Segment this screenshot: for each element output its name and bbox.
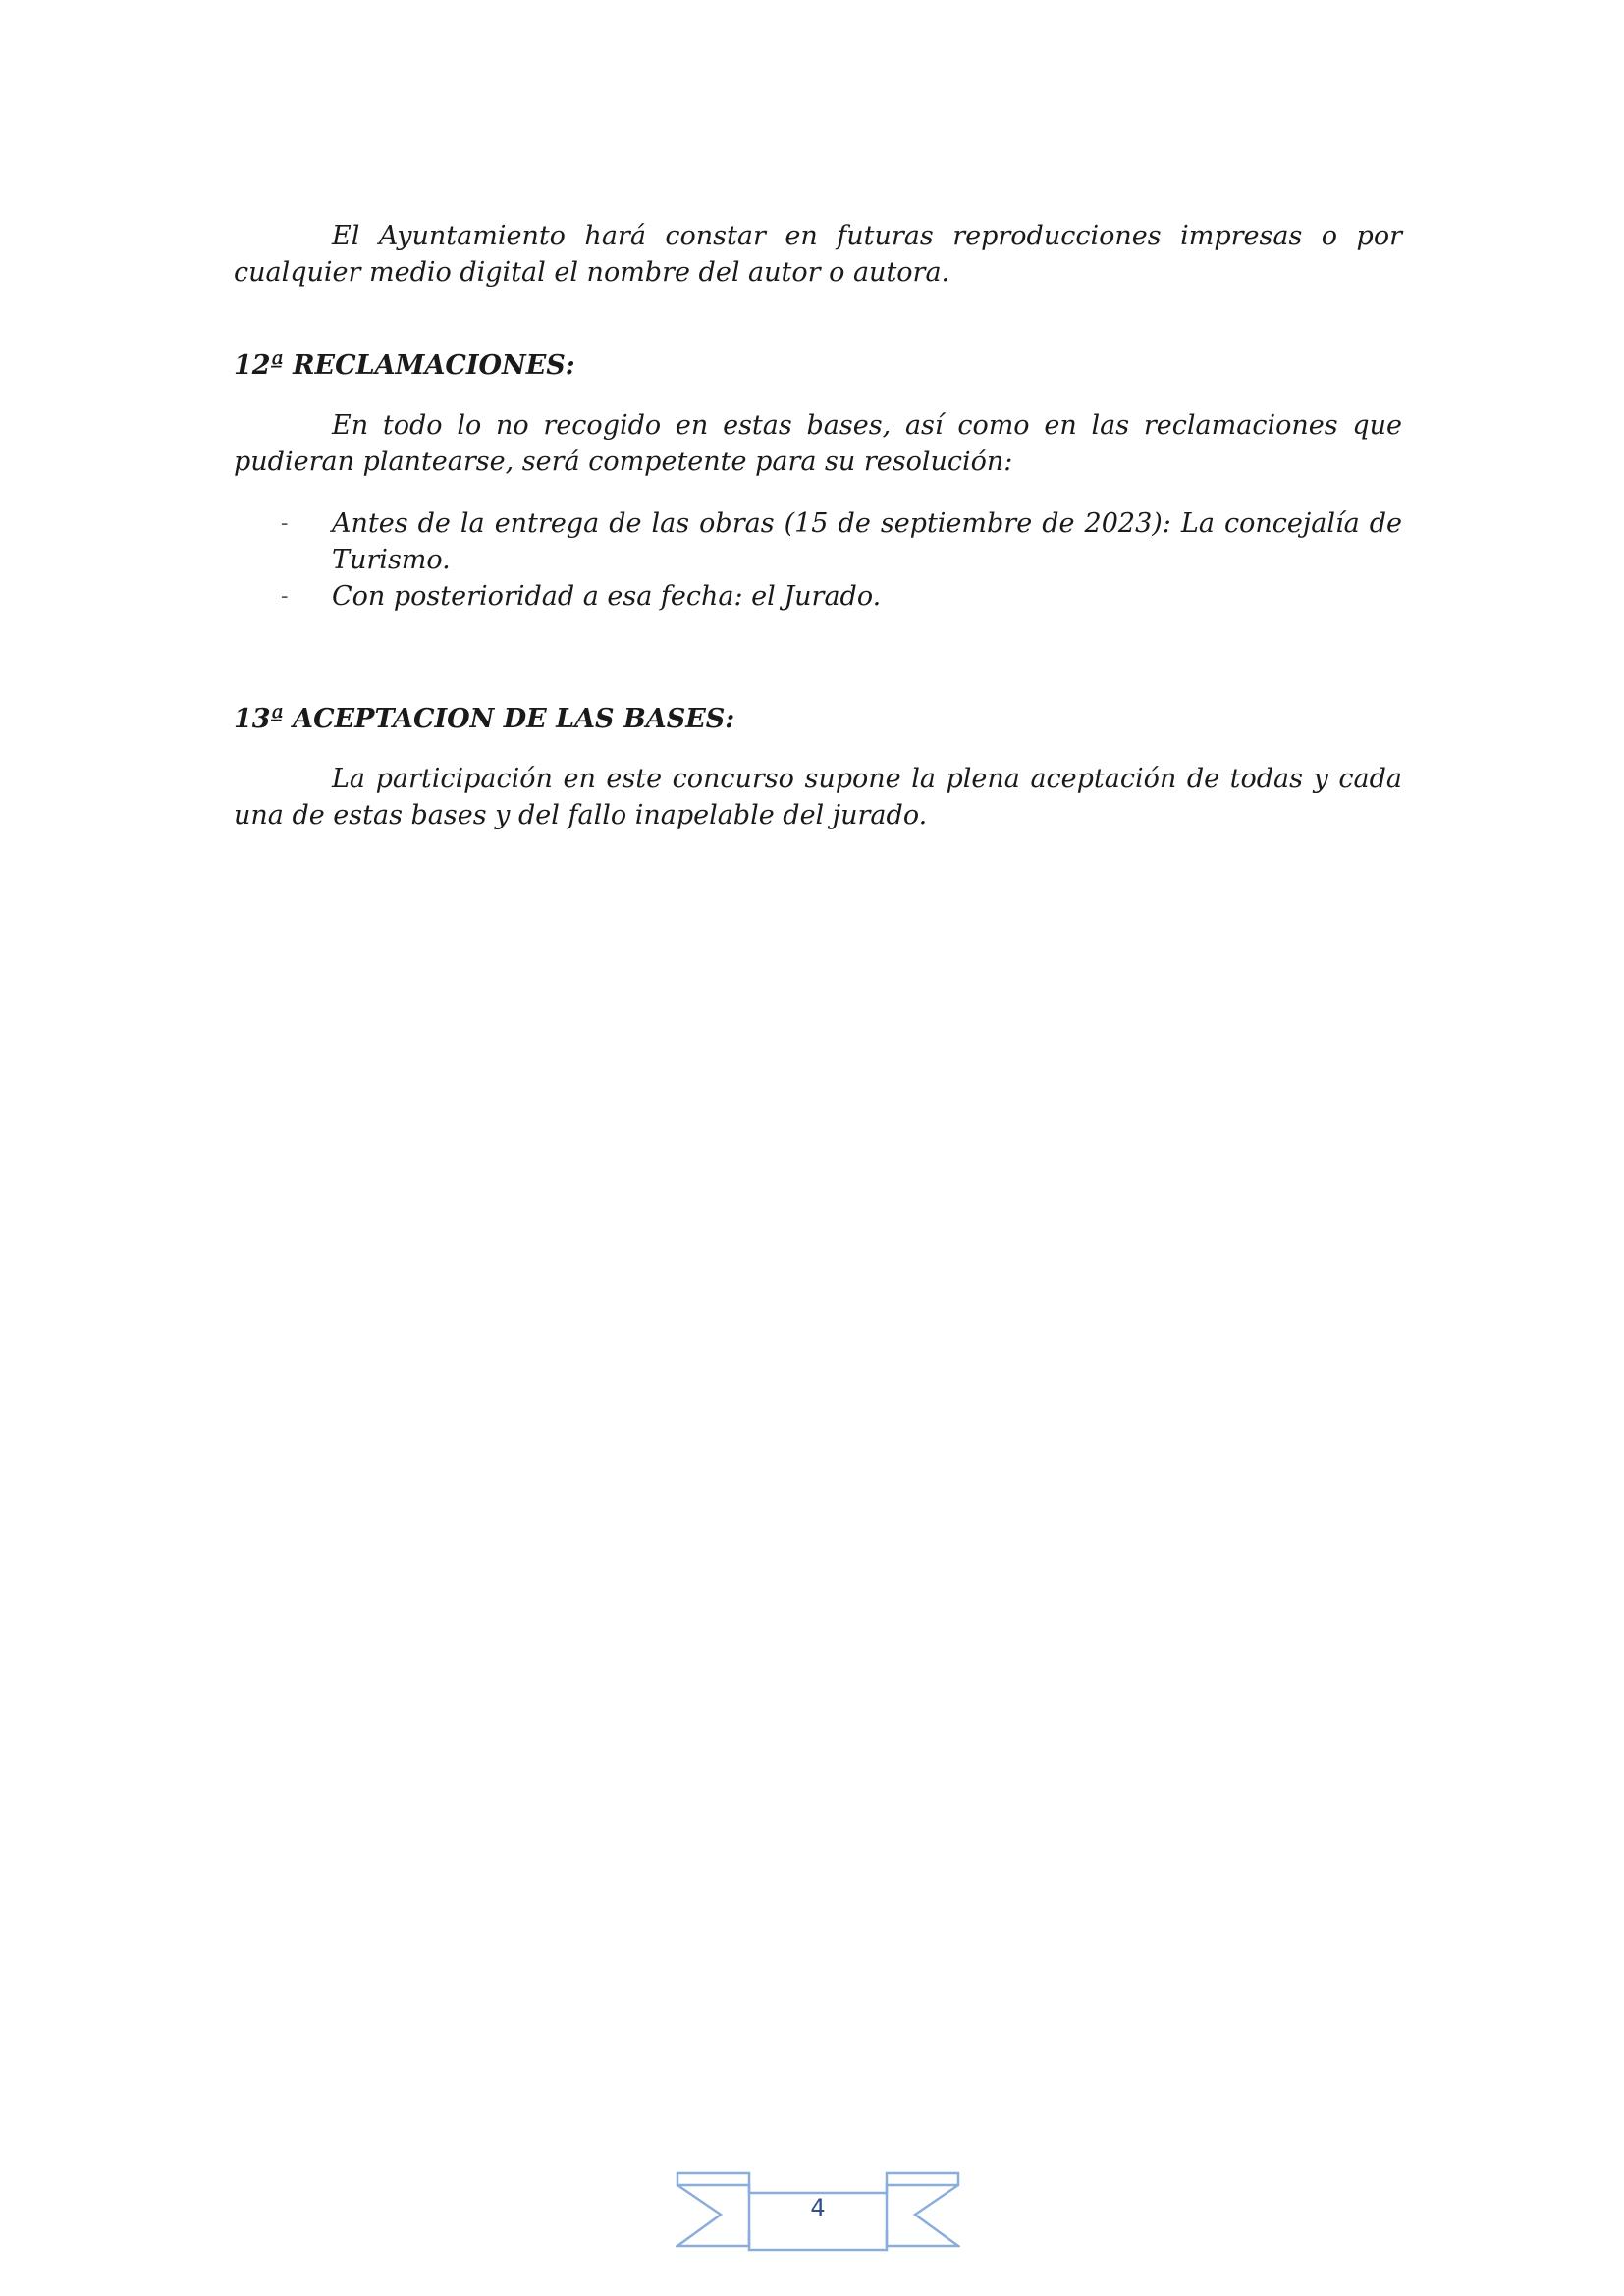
section-12-list	[234, 506, 1402, 614]
list-item	[234, 578, 1402, 614]
section-13-heading: 13ª ACEPTACION DE LAS BASES:	[234, 704, 735, 734]
page-number: 4	[810, 2194, 826, 2221]
intro-paragraph: El Ayuntamiento hará constar en futuras reproducciones impresas o por cualquier medio digital el nombre del autor o autora.	[234, 221, 1402, 288]
page-content	[234, 218, 1402, 833]
dash-bullet: -	[281, 511, 289, 536]
section-12-heading: 12ª RECLAMACIONES:	[234, 350, 575, 381]
list-item-text: Con posterioridad a esa fecha: el Jurado.	[332, 581, 882, 612]
section-12-paragraph: En todo lo no recogido en estas bases, así como en las reclamaciones que pudieran plantearse, será competente para su resolución:	[234, 410, 1402, 477]
section-13-paragraph: La participación en este concurso supone la plena aceptación de todas y cada una de estas bases y del fallo inapelable del jurado.	[234, 764, 1402, 830]
list-item-text: Antes de la entrega de las obras (15 de septiembre de 2023): La concejalía de Turismo.	[332, 508, 1402, 575]
page-footer	[676, 2171, 960, 2252]
dash-bullet: -	[281, 584, 289, 609]
list-item	[234, 506, 1402, 578]
